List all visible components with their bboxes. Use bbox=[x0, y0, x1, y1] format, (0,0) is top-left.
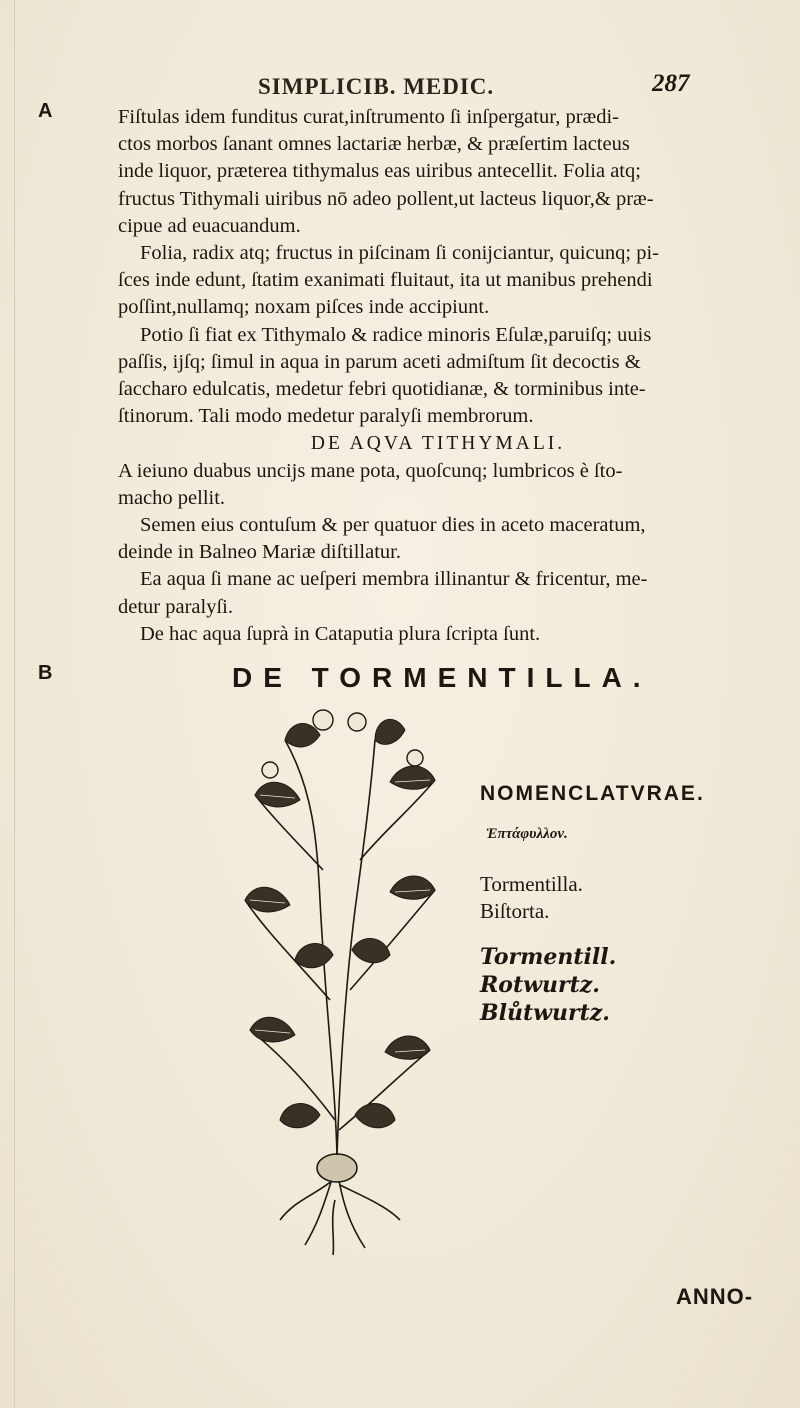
latin-names bbox=[480, 871, 780, 925]
margin-marker-a: A bbox=[38, 100, 53, 122]
running-head: SIMPLICIB. MEDIC. bbox=[258, 74, 495, 99]
main-text bbox=[118, 104, 758, 648]
text-line: fructus Tithymali uiribus nō adeo pollent,ut lacteus liquor,& præ- bbox=[118, 187, 654, 210]
text-line: ſces inde edunt, ſtatim exanimati fluitaut, ita ut manibus prehendi bbox=[118, 269, 653, 292]
paragraph-7 bbox=[118, 621, 758, 648]
text-line: ſaccharo edulcatis, medetur febri quotidianæ, & torminibus inte- bbox=[118, 378, 646, 401]
text-line: Fiſtulas idem funditus curat,inſtrumento ſi inſpergatur, prædi- bbox=[118, 106, 619, 128]
nomenclature-title: NOMENCLATVRAE. bbox=[480, 782, 705, 805]
nomenclature-block bbox=[480, 782, 780, 1027]
text-line: Ea aqua ſi mane ac ueſperi membra illinantur & fricentur, me- bbox=[140, 568, 648, 591]
text-line: paſſis, ijſq; ſimul in aqua in parum aceti admiſtum ſit decoctis & bbox=[118, 350, 641, 373]
german-names bbox=[480, 943, 780, 1027]
text-line: poſſint,nullamq; noxam piſces inde accipiunt. bbox=[118, 296, 490, 319]
text-line: Folia, radix atq; fructus in piſcinam ſi conijciantur, quicunq; pi- bbox=[140, 242, 659, 265]
section-title: DE TORMENTILLA. bbox=[232, 662, 652, 693]
paragraph-4 bbox=[118, 458, 758, 512]
catchword: ANNO- bbox=[676, 1284, 754, 1309]
text-line: De hac aqua ſuprà in Cataputia plura ſcripta ſunt. bbox=[140, 622, 541, 645]
text-line: macho pellit. bbox=[118, 486, 226, 509]
paragraph-6 bbox=[118, 566, 758, 620]
tormentilla-woodcut-illustration bbox=[225, 700, 460, 1260]
paragraph-1 bbox=[118, 104, 758, 240]
text-line: detur paralyſi. bbox=[118, 595, 233, 618]
paragraph-3 bbox=[118, 322, 758, 431]
text-line: inde liquor, præterea tithymalus eas uiribus antecellit. Folia atq; bbox=[118, 160, 641, 183]
paragraph-5 bbox=[118, 512, 758, 566]
german-name: Rotwurtz. bbox=[480, 972, 600, 998]
text-line: ſtinorum. Tali modo medetur paralyſi membrorum. bbox=[118, 405, 534, 428]
page-edge-line bbox=[14, 0, 15, 1408]
text-line: Potio ſi fiat ex Tithymalo & radice minoris Eſulæ,paruiſq; uuis bbox=[140, 323, 652, 346]
german-name: Tormentill. bbox=[480, 944, 617, 970]
greek-name: Ἑπτάφυλλον. bbox=[486, 826, 568, 842]
text-line: deinde in Balneo Mariæ diſtillatur. bbox=[118, 541, 401, 564]
paragraph-2 bbox=[118, 240, 758, 322]
page-number: 287 bbox=[652, 70, 690, 97]
german-name: Blůtwurtz. bbox=[480, 1000, 610, 1026]
subheading-text: DE AQVA TITHYMALI. bbox=[310, 433, 566, 455]
margin-marker-b: B bbox=[38, 662, 53, 684]
text-line: cipue ad euacuandum. bbox=[118, 214, 301, 237]
subheading bbox=[118, 430, 758, 457]
text-line: Semen eius contuſum & per quatuor dies in aceto maceratum, bbox=[140, 514, 646, 537]
latin-name: Biſtorta. bbox=[480, 899, 550, 923]
latin-name: Tormentilla. bbox=[480, 872, 583, 896]
text-line: ctos morbos ſanant omnes lactariæ herbæ, & præſertim lacteus bbox=[118, 133, 630, 156]
text-line: A ieiuno duabus uncijs mane pota, quoſcunq; lumbricos è ſto- bbox=[118, 459, 623, 482]
